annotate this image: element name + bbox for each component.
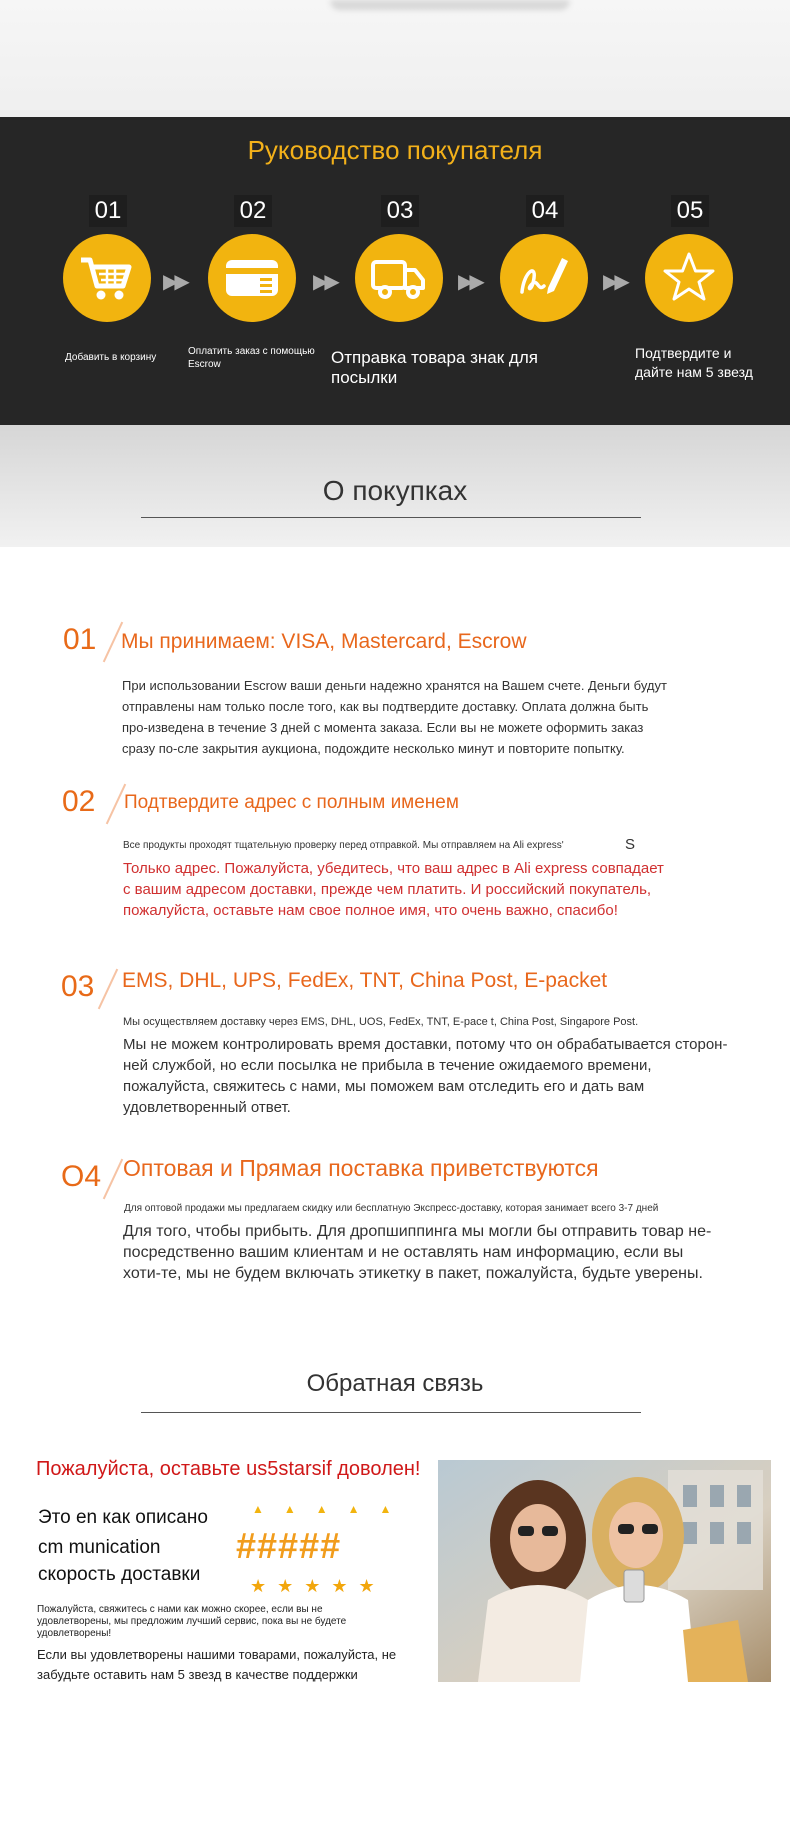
step-number: 01 bbox=[89, 195, 128, 227]
step-circle bbox=[645, 234, 733, 322]
step-arrow: ▶▶ bbox=[458, 271, 481, 293]
item-text: Мы не можем контролировать время доставки, потому что он обрабатывается сторон-ней службой, но если посылка не прибыла в течение ожидаемого времени, пожалуйста, свяжитесь с нами, мы поможем вам отследить его и дать вам удовлетворенный ответ. bbox=[123, 1036, 728, 1116]
step-arrow: ▶▶ bbox=[163, 271, 186, 293]
step-3 bbox=[355, 195, 445, 227]
item-number: 02 bbox=[62, 785, 96, 818]
feedback-note: Если вы удовлетворены нашими товарами, пожалуйста, не забудьте оставить нам 5 звезд в качестве поддержки bbox=[37, 1647, 397, 1682]
stars-small: ▲▲▲▲▲ bbox=[252, 1502, 412, 1516]
cart-icon bbox=[77, 248, 137, 308]
step-number: 05 bbox=[671, 195, 710, 227]
step-2 bbox=[208, 195, 298, 227]
item-text: Для того, чтобы прибыть. Для дропшиппинга мы могли бы отправить товар не-посредственно вашим клиентам и не оставлять нам информацию, если вы хоти-те, мы не будем включать этикетку в пакет, пожалуйста, будьте уверены. bbox=[123, 1223, 712, 1282]
step-circle bbox=[208, 234, 296, 322]
feedback-note-small: Пожалуйста, свяжитесь с нами как можно скорее, если вы не удовлетворены, мы предложим лучший сервис, пока вы не будете удовлетворены! bbox=[37, 1604, 347, 1639]
item-title: Подтвердите адрес с полным именем bbox=[124, 792, 459, 813]
step-arrow: ▶▶ bbox=[313, 271, 336, 293]
about-band bbox=[0, 425, 790, 547]
rating-row-delivery: скорость доставки bbox=[38, 1564, 201, 1585]
rating-row-description: Это en как описано bbox=[38, 1507, 208, 1528]
item-title: EMS, DHL, UPS, FedEx, TNT, China Post, E-packet bbox=[122, 969, 608, 992]
item-number: 03 bbox=[61, 970, 95, 1003]
item-title: Оптовая и Прямая поставка приветствуются bbox=[123, 1155, 599, 1181]
step-circle bbox=[500, 234, 588, 322]
step-number: 02 bbox=[234, 195, 273, 227]
star-icon bbox=[659, 248, 719, 308]
item-title: Мы принимаем: VISA, Mastercard, Escrow bbox=[121, 630, 527, 653]
divider bbox=[141, 1412, 641, 1413]
step-number: 04 bbox=[526, 195, 565, 227]
customers-photo bbox=[438, 1460, 771, 1682]
item-text-small: Мы осуществляем доставку через EMS, DHL, UOS, FedEx, TNT, E-pace t, China Post, Singapore Post. bbox=[123, 1016, 639, 1028]
item-text-small: Все продукты проходят тщательную проверку перед отправкой. Мы отправляем на Ali express' bbox=[123, 840, 564, 851]
section-title-feedback: Обратная связь bbox=[306, 1370, 484, 1397]
rating-hash: ##### bbox=[236, 1525, 342, 1566]
step-circle bbox=[355, 234, 443, 322]
signature-icon bbox=[514, 248, 574, 308]
item-text-red: Только адрес. Пожалуйста, убедитесь, что ваш адрес в Ali express совпадает с вашим адресом доставки, прежде чем платить. И российский покупатель, пожалуйста, оставьте нам свое полное имя, что очень важно, спасибо! bbox=[123, 860, 664, 919]
step-arrow: ▶▶ bbox=[603, 271, 626, 293]
divider bbox=[141, 517, 641, 518]
five-stars: ★★★★★ bbox=[250, 1576, 386, 1596]
item-number: 01 bbox=[63, 623, 97, 656]
step-label: Отправка товара знак для посылки bbox=[331, 348, 538, 387]
step-number: 03 bbox=[381, 195, 420, 227]
step-circle bbox=[63, 234, 151, 322]
item-text-s: S bbox=[625, 836, 636, 853]
item-number: O4 bbox=[61, 1160, 102, 1193]
rating-row-communication: cm munication bbox=[38, 1537, 161, 1558]
top-banner bbox=[0, 0, 790, 117]
step-4 bbox=[500, 195, 590, 227]
buyer-guide bbox=[0, 117, 790, 425]
truck-icon bbox=[369, 248, 429, 308]
decor-slash bbox=[103, 1159, 123, 1200]
item-text: При использовании Escrow ваши деньги надежно хранятся на Вашем счете. Деньги будут отправлены нам только после того, как вы подтвердите доставку. Оплата должна быть про-изведена в течение 3 дней с момента заказа. Если вы не можете оформить заказ сразу по-сле закрытия аукциона, подождите несколько минут и повторите попытку. bbox=[122, 678, 667, 756]
feedback-headline: Пожалуйста, оставьте us5starsif доволен! bbox=[36, 1458, 421, 1480]
decor-slash bbox=[98, 969, 118, 1010]
item-text-small: Для оптовой продажи мы предлагаем скидку или бесплатную Экспресс-доставку, которая занимает всего 3-7 дней bbox=[124, 1203, 659, 1214]
product-shadow bbox=[330, 0, 570, 10]
section-title-about: О покупках bbox=[322, 475, 468, 506]
step-5 bbox=[645, 195, 735, 227]
step-1 bbox=[63, 195, 153, 227]
credit-card-icon bbox=[222, 248, 282, 308]
step-label: Добавить в корзину bbox=[65, 352, 157, 363]
guide-title: Руководство покупателя bbox=[247, 135, 543, 165]
step-label: Подтвердите и дайте нам 5 звезд bbox=[635, 345, 753, 380]
step-label: Оплатить заказ с помощью Escrow bbox=[188, 346, 315, 370]
